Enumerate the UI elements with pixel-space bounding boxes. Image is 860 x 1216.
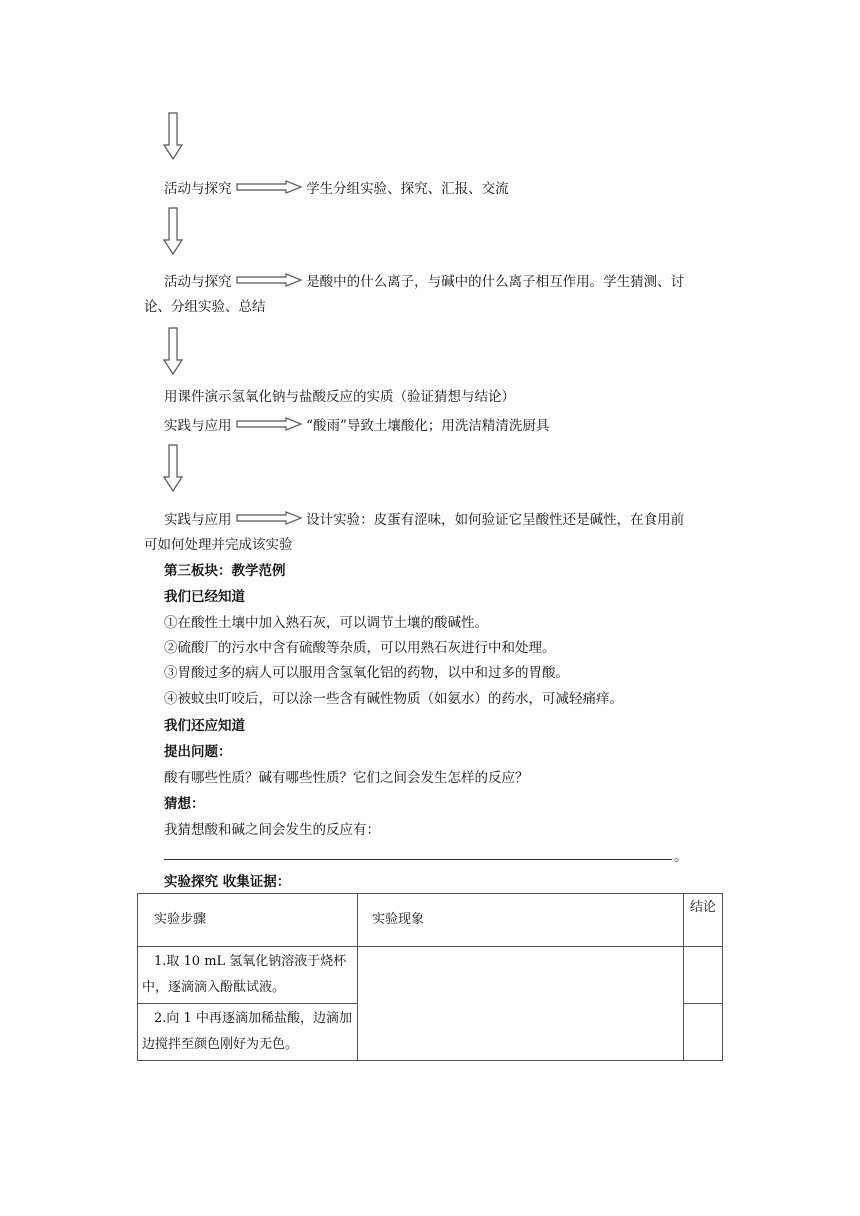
- flow-text: 是酸中的什么离子，与碱中的什么离子相互作用。学生猜测、讨: [306, 274, 685, 290]
- section-heading: 第三板块：教学范例: [164, 563, 286, 579]
- right-arrow-icon: [236, 180, 302, 194]
- flow-label: 活动与探究: [164, 181, 232, 197]
- flow-label: 实践与应用: [164, 418, 232, 434]
- flow-text: 学生分组实验、探究、汇报、交流: [306, 181, 509, 197]
- should-know-heading: 我们还应知道: [164, 718, 245, 734]
- question-heading: 提出问题：: [164, 744, 232, 760]
- flow-row-2: [164, 270, 684, 290]
- known-item: ①在酸性土壤中加入熟石灰，可以调节土壤的酸碱性。: [164, 615, 488, 631]
- guess-heading: 猜想：: [164, 796, 205, 812]
- flow-row-3: 用课件演示氢氧化钠与盐酸反应的实质（验证猜想与结论）: [164, 389, 515, 405]
- known-heading: 我们已经知道: [164, 589, 245, 605]
- step-cell: 1.取 10 mL 氢氧化钠溶液于烧杯中，逐滴滴入酚酞试液。: [138, 947, 358, 1004]
- conclusion-cell: [684, 947, 723, 1004]
- table-row: [138, 947, 723, 1004]
- down-arrow-icon: [163, 444, 183, 492]
- known-item: ②硫酸厂的污水中含有硫酸等杂质，可以用熟石灰进行中和处理。: [164, 640, 556, 656]
- known-item: ④被蚊虫叮咬后，可以涂一些含有碱性物质（如氨水）的药水，可减轻痛痒。: [164, 691, 623, 707]
- answer-blank-line: [164, 859, 672, 860]
- experiment-heading: 实验探究 收集证据：: [164, 874, 291, 890]
- guess-text: 我猜想酸和碱之间会发生的反应有：: [164, 822, 380, 838]
- flow-text: 设计实验：皮蛋有涩味，如何验证它呈酸性还是碱性，在食用前: [306, 512, 685, 528]
- table-header-cell: 结论: [684, 894, 723, 947]
- conclusion-cell: [684, 1004, 723, 1061]
- down-arrow-icon: [163, 207, 183, 255]
- right-arrow-icon: [236, 417, 302, 431]
- known-item: ③胃酸过多的病人可以服用含氢氧化铝的药物，以中和过多的胃酸。: [164, 665, 569, 681]
- flow-row-4: [164, 414, 549, 434]
- observation-cell: [358, 947, 684, 1061]
- flow-row-1: [164, 177, 509, 197]
- flow-text: “酸雨”导致土壤酸化；用洗洁精清洗厨具: [306, 418, 550, 434]
- down-arrow-icon: [163, 327, 183, 375]
- table-header-row: [138, 894, 723, 947]
- flow-text-continued: 论、分组实验、总结: [144, 299, 266, 315]
- down-arrow-icon: [163, 112, 183, 160]
- question-text: 酸有哪些性质？碱有哪些性质？它们之间会发生怎样的反应？: [164, 770, 529, 786]
- table-header-cell: 实验步骤: [138, 894, 358, 947]
- right-arrow-icon: [236, 511, 302, 525]
- flow-row-5: [164, 508, 684, 528]
- flow-label: 活动与探究: [164, 274, 232, 290]
- flow-text-continued: 可如何处理并完成该实验: [144, 537, 293, 553]
- right-arrow-icon: [236, 273, 302, 287]
- step-cell: 2.向 1 中再逐滴加稀盐酸，边滴加边搅拌至颜色刚好为无色。: [138, 1004, 358, 1061]
- guess-period: 。: [674, 849, 688, 865]
- table-header-cell: 实验现象: [358, 894, 684, 947]
- flow-label: 实践与应用: [164, 512, 232, 528]
- experiment-table: [137, 893, 723, 1061]
